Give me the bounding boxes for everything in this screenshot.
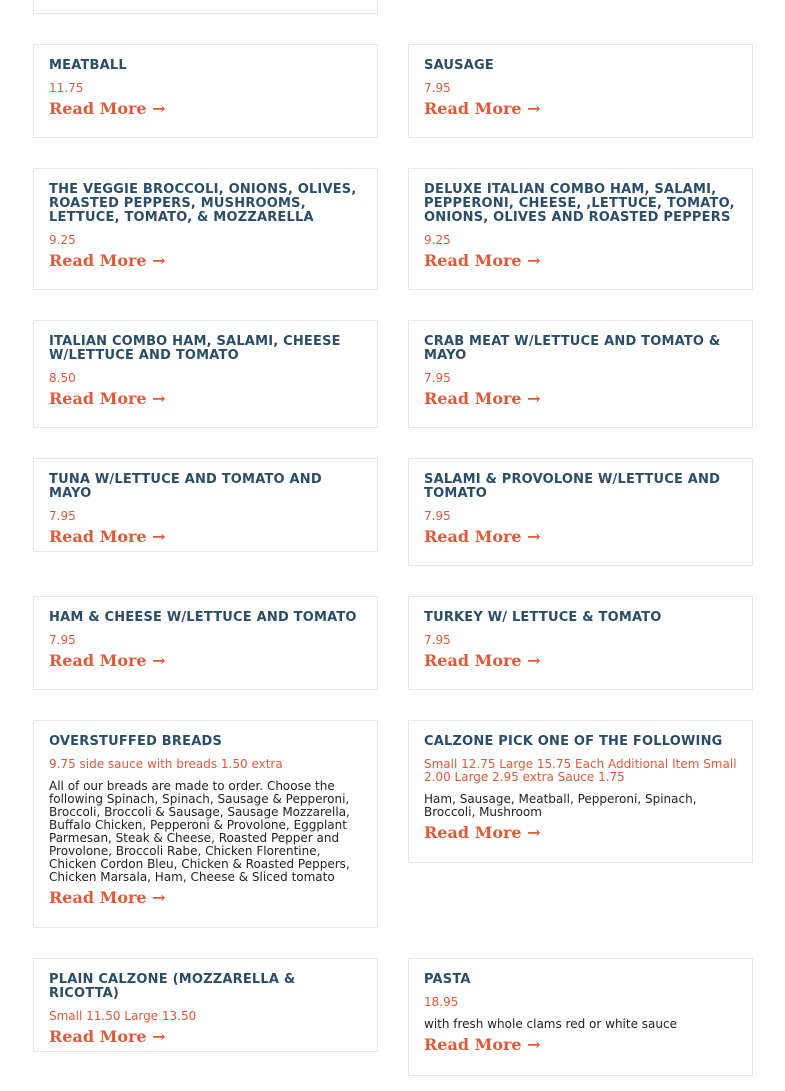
item-price: 18.95 [424,995,459,1009]
item-title: CRAB MEAT W/LETTUCE AND TOMATO & MAYO [424,334,721,363]
read-more-link[interactable]: Read More → [424,251,541,270]
item-price: 7.95 [49,633,76,647]
item-description: Ham, Sausage, Meatball, Pepperoni, Spinach, Broccoli, Mushroom [424,792,697,819]
read-more-link[interactable]: Read More → [49,1027,166,1046]
menu-card-italian-combo [33,320,378,428]
item-title: OVERSTUFFED BREADS [49,734,223,749]
menu-card-crab-meat [408,320,753,428]
item-price: 7.95 [49,509,76,523]
item-price: 9.25 [49,233,76,247]
menu-card-overstuffed-breads [33,720,378,928]
item-price: 9.75 side sauce with breads 1.50 extra [49,757,283,771]
read-more-link[interactable]: Read More → [424,99,541,118]
menu-card-pasta [408,958,753,1076]
menu-card-turkey [408,596,753,690]
menu-card-calzone [408,720,753,863]
menu-card-ham-cheese [33,596,378,690]
item-title: SAUSAGE [424,58,494,73]
menu-card-meatball [33,44,378,138]
item-price: 9.25 [424,233,451,247]
item-title: MEATBALL [49,58,127,73]
item-price: 7.95 [424,633,451,647]
read-more-link[interactable]: Read More → [424,527,541,546]
item-title: CALZONE PICK ONE OF THE FOLLOWING [424,734,723,749]
menu-card-partial [33,0,378,14]
item-title: HAM & CHEESE W/LETTUCE AND TOMATO [49,610,357,625]
item-title: THE VEGGIE BROCCOLI, ONIONS, OLIVES, ROASTED PEPPERS, MUSHROOMS, LETTUCE, TOMATO, & MOZZARELLA [49,182,357,225]
read-more-link[interactable]: Read More → [424,389,541,408]
read-more-link[interactable]: Read More → [49,389,166,408]
read-more-link[interactable]: Read More → [424,823,541,842]
item-price: Small 11.50 Large 13.50 [49,1009,197,1023]
item-title: TURKEY W/ LETTUCE & TOMATO [424,610,662,625]
item-title: PLAIN CALZONE (MOZZARELLA & RICOTTA) [49,972,296,1001]
menu-card-plain-calzone [33,958,378,1052]
item-price: 7.95 [424,371,451,385]
item-title: TUNA W/LETTUCE AND TOMATO AND MAYO [49,472,322,501]
menu-card-veggie [33,168,378,290]
read-more-link[interactable]: Read More → [49,99,166,118]
read-more-link[interactable]: Read More → [49,888,166,907]
item-description: All of our breads are made to order. Choose the following Spinach, Spinach, Sausage & Pepperoni, Broccoli, Broccoli & Sausage, Sausage Mozzarella, Buffalo Chicken, Pepperoni & Provolone, Eggplant Parmesan, Steak & Cheese, Roasted Pepper and Provolone, Broccoli Rabe, Chicken Florentine, Chicken Cordon Bleu, Chicken & Roasted Peppers, Chicken Marsala, Ham, Cheese & Sliced tomato [49,779,350,884]
item-price: Small 12.75 Large 15.75 Each Additional Item Small 2.00 Large 2.95 extra Sauce 1.75 [424,757,737,784]
item-price: 8.50 [49,371,76,385]
read-more-link[interactable]: Read More → [49,651,166,670]
item-title: SALAMI & PROVOLONE W/LETTUCE AND TOMATO [424,472,721,501]
item-price: 11.75 [49,81,84,95]
read-more-link[interactable]: Read More → [49,527,166,546]
read-more-link[interactable]: Read More → [424,651,541,670]
item-title: ITALIAN COMBO HAM, SALAMI, CHEESE W/LETTUCE AND TOMATO [49,334,341,363]
menu-card-deluxe-italian-combo [408,168,753,290]
menu-card-salami-provolone [408,458,753,566]
menu-card-tuna [33,458,378,552]
item-price: 7.95 [424,509,451,523]
item-price: 7.95 [424,81,451,95]
item-description: with fresh whole clams red or white sauce [424,1017,677,1031]
read-more-link[interactable]: Read More → [424,1035,541,1054]
item-title: DELUXE ITALIAN COMBO HAM, SALAMI, PEPPERONI, CHEESE, ,LETTUCE, TOMATO, ONIONS, OLIVES AND ROASTED PEPPERS [424,182,735,225]
menu-card-sausage [408,44,753,138]
read-more-link[interactable]: Read More → [49,251,166,270]
item-title: PASTA [424,972,471,987]
